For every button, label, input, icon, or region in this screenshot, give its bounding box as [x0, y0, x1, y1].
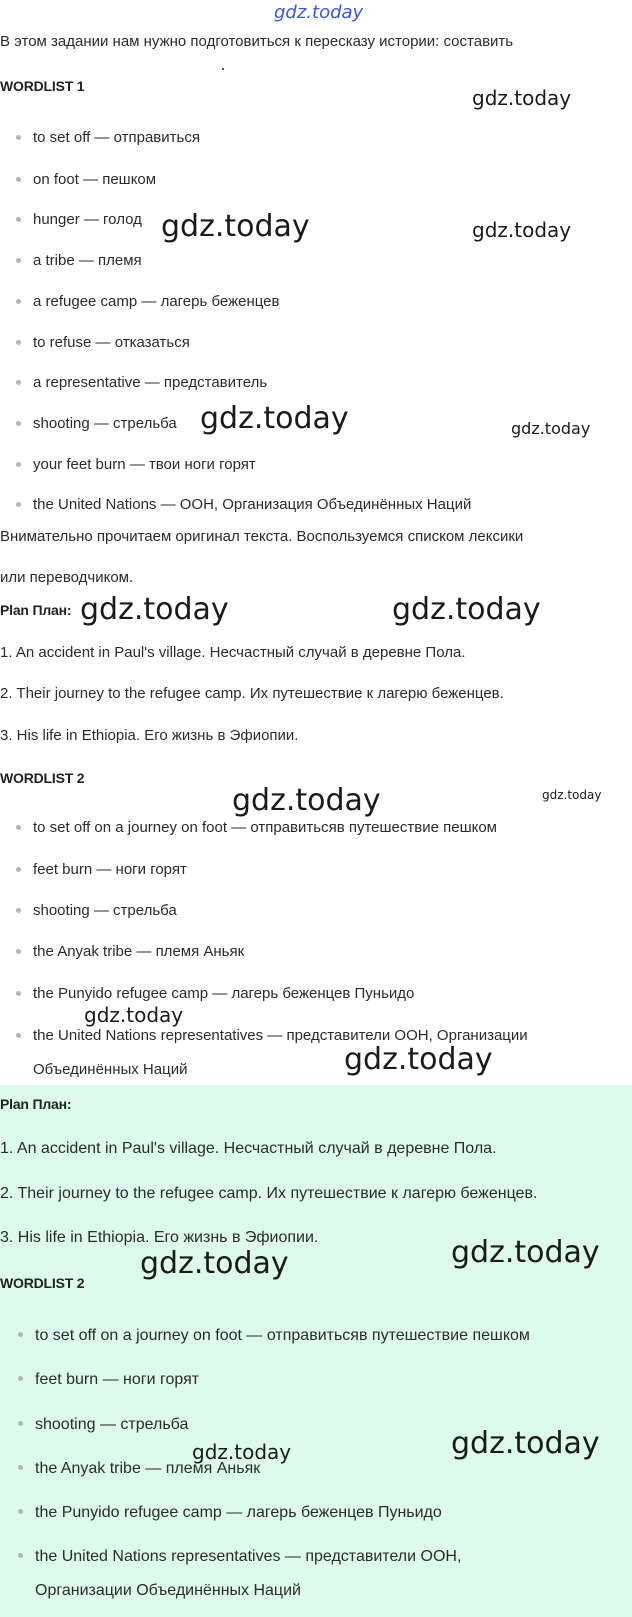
- list-item: a refugee camp — лагерь беженцев: [16, 292, 279, 312]
- list-item: shooting — стрельба: [16, 901, 177, 921]
- bullet-icon: [16, 177, 21, 182]
- plan-heading: Plan План:: [0, 1096, 72, 1112]
- watermark: gdz.today: [161, 209, 310, 244]
- bullet-icon: [16, 258, 21, 263]
- list-item: feet burn — ноги горят: [16, 860, 187, 880]
- watermark: gdz.today: [472, 86, 572, 110]
- plan-item: 3. His life in Ethiopia. Его жизнь в Эфиопии.: [0, 727, 299, 744]
- bullet-icon: [18, 1509, 23, 1514]
- list-item: shooting — стрельба: [16, 414, 177, 434]
- list-item: hunger — голод: [16, 210, 142, 230]
- read-text-line-1: Внимательно прочитаем оригинал текста. Воспользуемся списком лексики: [0, 528, 524, 545]
- wordlist1-heading: WORDLIST 1: [0, 78, 85, 94]
- list-item-continuation: Объединённых Наций: [33, 1061, 188, 1078]
- list-item-continuation: Организации Объединённых Наций: [35, 1582, 301, 1599]
- bullet-icon: [16, 380, 21, 385]
- plan-item: 2. Their journey to the refugee camp. Их путешествие к лагерю беженцев.: [0, 1185, 538, 1202]
- list-item: a representative — представитель: [16, 373, 267, 393]
- watermark: gdz.today: [451, 1426, 600, 1461]
- watermark: gdz.today: [140, 1246, 289, 1281]
- bullet-icon: [16, 217, 21, 222]
- top-watermark: gdz.today: [274, 2, 364, 23]
- watermark: gdz.today: [344, 1042, 493, 1077]
- plan-item: 1. An accident in Paul's village. Несчастный случай в деревне Пола.: [0, 1140, 497, 1157]
- wordlist2-heading: WORDLIST 2: [0, 1275, 85, 1291]
- bullet-icon: [16, 867, 21, 872]
- bullet-icon: [18, 1421, 23, 1426]
- watermark: gdz.today: [84, 1003, 184, 1027]
- plan-heading: Plan План:: [0, 602, 72, 618]
- watermark: gdz.today: [542, 788, 602, 802]
- list-item: your feet burn — твои ноги горят: [16, 455, 256, 475]
- bullet-icon: [16, 908, 21, 913]
- list-item: the United Nations representatives — представители ООН, Организации: [16, 1026, 528, 1046]
- bullet-icon: [18, 1332, 23, 1337]
- list-item: to refuse — отказаться: [16, 333, 190, 353]
- plan-item: 1. An accident in Paul's village. Несчастный случай в деревне Пола.: [0, 644, 466, 661]
- list-item: feet burn — ноги горят: [18, 1370, 199, 1390]
- watermark: gdz.today: [200, 401, 349, 436]
- bullet-icon: [16, 299, 21, 304]
- list-item: to set off on a journey on foot — отправитьсяв путешествие пешком: [16, 818, 497, 838]
- watermark: gdz.today: [472, 218, 572, 242]
- bullet-icon: [16, 135, 21, 140]
- answer-block: [0, 1085, 632, 1617]
- bullet-icon: [16, 949, 21, 954]
- read-text-line-2: или переводчиком.: [0, 569, 134, 586]
- bullet-icon: [16, 825, 21, 830]
- bullet-icon: [18, 1465, 23, 1470]
- plan-item: 2. Their journey to the refugee camp. Их путешествие к лагерю беженцев.: [0, 685, 504, 702]
- list-item: a tribe — племя: [16, 251, 142, 271]
- bullet-icon: [16, 340, 21, 345]
- watermark: gdz.today: [451, 1235, 600, 1270]
- list-item: the Punyido refugee camp — лагерь беженцев Пуньидо: [18, 1503, 442, 1523]
- bullet-icon: [16, 462, 21, 467]
- list-item: on foot — пешком: [16, 170, 156, 190]
- bullet-icon: [16, 991, 21, 996]
- watermark: gdz.today: [80, 592, 229, 627]
- intro-text: В этом задании нам нужно подготовиться к пересказу истории: составить: [0, 33, 514, 50]
- list-item: shooting — стрельба: [18, 1415, 188, 1435]
- watermark: gdz.today: [511, 419, 591, 438]
- bullet-icon: [16, 1033, 21, 1038]
- bullet-icon: [18, 1553, 23, 1558]
- watermark: gdz.today: [192, 1440, 292, 1464]
- list-item: the United Nations — ООН, Организация Объединённых Наций: [16, 495, 471, 515]
- watermark: gdz.today: [392, 592, 541, 627]
- list-item: the Anyak tribe — племя Аньяк: [18, 1459, 260, 1479]
- list-item: the United Nations representatives — представители ООН,: [18, 1547, 461, 1567]
- list-item: the Punyido refugee camp — лагерь беженцев Пуньидо: [16, 984, 414, 1004]
- list-item: to set off — отправиться: [16, 128, 200, 148]
- dot-mark: [222, 68, 224, 70]
- watermark: gdz.today: [232, 783, 381, 818]
- wordlist2-heading: WORDLIST 2: [0, 770, 85, 786]
- list-item: to set off on a journey on foot — отправитьсяв путешествие пешком: [18, 1326, 530, 1346]
- plan-item: 3. His life in Ethiopia. Его жизнь в Эфиопии.: [0, 1229, 319, 1246]
- bullet-icon: [16, 502, 21, 507]
- bullet-icon: [18, 1376, 23, 1381]
- bullet-icon: [16, 421, 21, 426]
- list-item: the Anyak tribe — племя Аньяк: [16, 942, 244, 962]
